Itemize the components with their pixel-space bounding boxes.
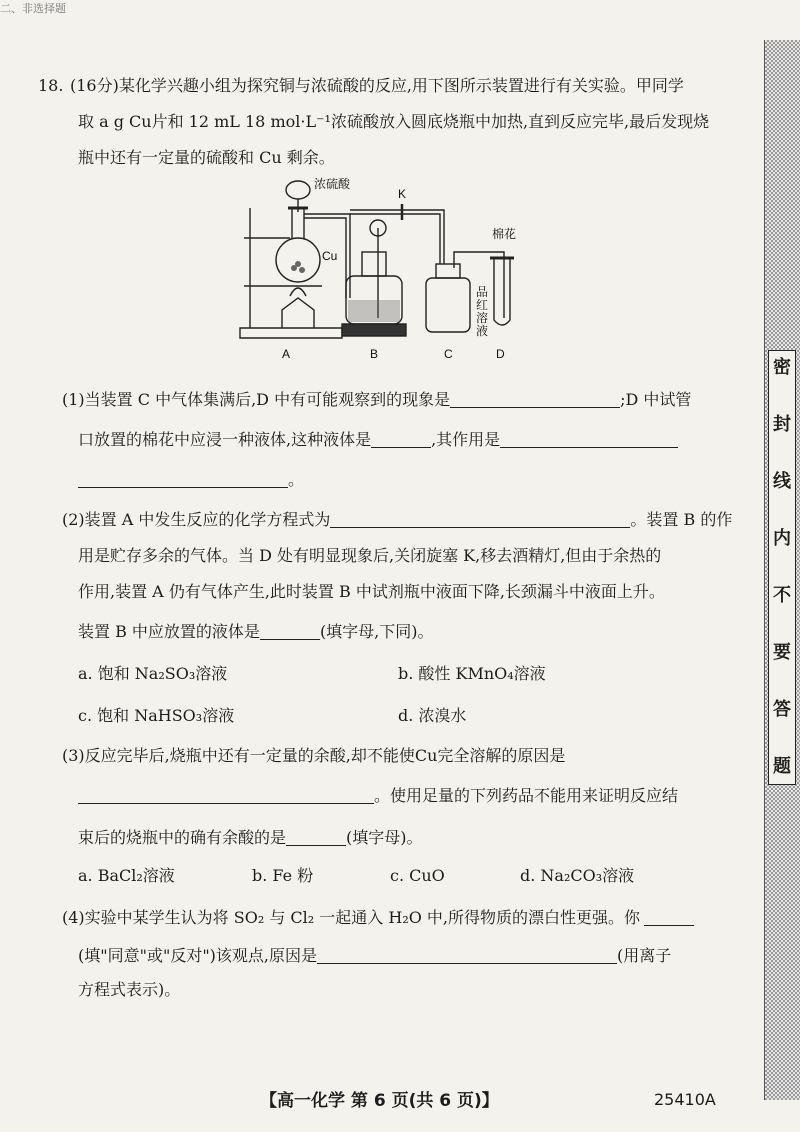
part3-text: (填字母)。 — [346, 828, 423, 847]
part3-option-c: c. CuO — [390, 866, 445, 885]
intro-line-1: (16分)某化学兴趣小组为探究铜与浓硫酸的反应,用下图所示装置进行有关实验。甲同学 — [70, 76, 684, 95]
seal-char: 要 — [773, 642, 791, 663]
burner — [282, 298, 314, 328]
seal-char: 线 — [773, 471, 791, 492]
part2-line-1 — [62, 510, 732, 530]
label-k: K — [398, 187, 407, 201]
answer-blank[interactable] — [644, 909, 694, 926]
label-cotton: 棉花 — [492, 227, 517, 241]
apparatus-figure — [230, 168, 530, 368]
answer-blank[interactable] — [286, 829, 346, 846]
part1-line-1 — [62, 390, 691, 410]
part1-text: ,其作用是 — [431, 430, 501, 449]
paper-code: 25410A — [654, 1090, 716, 1109]
tube-to-c — [350, 214, 440, 264]
bottle-b-stand — [342, 324, 406, 336]
part4-line-1 — [62, 908, 694, 928]
part4-text: (用离子 — [617, 946, 672, 965]
answer-blank[interactable] — [330, 511, 630, 528]
answer-blank[interactable] — [450, 391, 620, 408]
label-a: A — [282, 347, 291, 361]
seal-char: 封 — [773, 414, 791, 435]
part4-line-2 — [78, 946, 671, 966]
part2-option-b: b. 酸性 KMnO₄溶液 — [398, 664, 546, 683]
seal-char: 内 — [773, 528, 791, 549]
part2-text: (填字母,下同)。 — [319, 622, 434, 641]
page-footer-label: 【高一化学 第 6 页(共 6 页)】 — [260, 1091, 499, 1111]
part2-text: 装置 B 中应放置的液体是 — [78, 622, 260, 641]
part1-line-2 — [78, 430, 678, 450]
bottle-c-neck — [436, 264, 460, 278]
flask — [276, 238, 320, 282]
label-cu: Cu — [322, 249, 338, 263]
answer-blank[interactable] — [78, 787, 374, 804]
part3-option-a: a. BaCl₂溶液 — [78, 866, 175, 885]
seal-char: 题 — [773, 756, 791, 777]
intro-line-2: 取 a g Cu片和 12 mL 18 mol·L⁻¹浓硫酸放入圆底烧瓶中加热,直到反应完毕,最后发现烧 — [78, 112, 710, 131]
label-pinhong: 红 — [476, 298, 489, 312]
label-pinhong: 液 — [476, 324, 489, 338]
label-c: C — [444, 347, 453, 361]
part1-text: 口放置的棉花中应浸一种液体,这种液体是 — [78, 430, 372, 449]
part2-option-d: d. 浓溴水 — [398, 706, 467, 725]
answer-blank[interactable] — [371, 431, 431, 448]
flame — [290, 288, 306, 296]
test-tube-d — [494, 258, 510, 325]
answer-blank[interactable] — [500, 431, 678, 448]
part2-option-c: c. 饱和 NaHSO₃溶液 — [78, 706, 235, 725]
part1-text: (1)当装置 C 中气体集满后,D 中有可能观察到的现象是 — [62, 390, 451, 409]
part4-text: (填"同意"或"反对")该观点,原因是 — [78, 946, 318, 965]
corner-mark: 二、非选择题 — [0, 2, 66, 15]
part3-line-3 — [78, 828, 423, 848]
part3-line-2 — [78, 786, 678, 806]
part3-option-b: b. Fe 粉 — [252, 866, 314, 885]
part4-text: (4)实验中某学生认为将 SO₂ 与 Cl₂ 一起通入 H₂O 中,所得物质的漂白性更强。你 — [62, 908, 641, 927]
seal-line-notice — [768, 350, 796, 785]
bottle-b-neck — [362, 252, 386, 276]
part3-line-1: (3)反应完毕后,烧瓶中还有一定量的余酸,却不能使Cu完全溶解的原因是 — [62, 746, 566, 765]
part2-line-2: 用是贮存多余的气体。当 D 处有明显现象后,关闭旋塞 K,移去酒精灯,但由于余热的 — [78, 546, 662, 565]
part1-text: ;D 中试管 — [620, 390, 692, 409]
label-pinhong: 品 — [476, 285, 489, 299]
seal-char: 不 — [773, 585, 791, 606]
label-d: D — [496, 347, 505, 361]
dropping-funnel — [286, 181, 310, 199]
part4-line-3: 方程式表示)。 — [78, 980, 181, 999]
part3-option-d: d. Na₂CO₃溶液 — [520, 866, 635, 885]
seal-char: 答 — [773, 699, 791, 720]
answer-blank[interactable] — [260, 623, 320, 640]
label-b: B — [370, 347, 379, 361]
part2-line-4 — [78, 622, 434, 642]
question-number: 18. — [38, 76, 64, 95]
part2-text: 。装置 B 的作 — [630, 510, 733, 529]
label-pinhong: 溶 — [476, 311, 489, 325]
bottle-c — [426, 278, 470, 332]
part3-text: 。使用足量的下列药品不能用来证明反应结 — [374, 786, 679, 805]
answer-blank[interactable] — [78, 471, 288, 488]
stand-base — [240, 328, 342, 338]
seal-char: 密 — [773, 357, 791, 378]
part1-line-3 — [78, 470, 304, 490]
part3-text: 束后的烧瓶中的确有余酸的是 — [78, 828, 287, 847]
part2-line-3: 作用,装置 A 仍有气体产生,此时装置 B 中试剂瓶中液面下降,长颈漏斗中液面上升。 — [78, 582, 665, 601]
part2-text: (2)装置 A 中发生反应的化学方程式为 — [62, 510, 331, 529]
part2-option-a: a. 饱和 Na₂SO₃溶液 — [78, 664, 228, 683]
part1-text: 。 — [288, 470, 305, 489]
answer-blank[interactable] — [317, 947, 617, 964]
intro-line-3: 瓶中还有一定量的硫酸和 Cu 剩余。 — [78, 148, 335, 167]
label-concentrated-acid: 浓硫酸 — [314, 177, 351, 191]
